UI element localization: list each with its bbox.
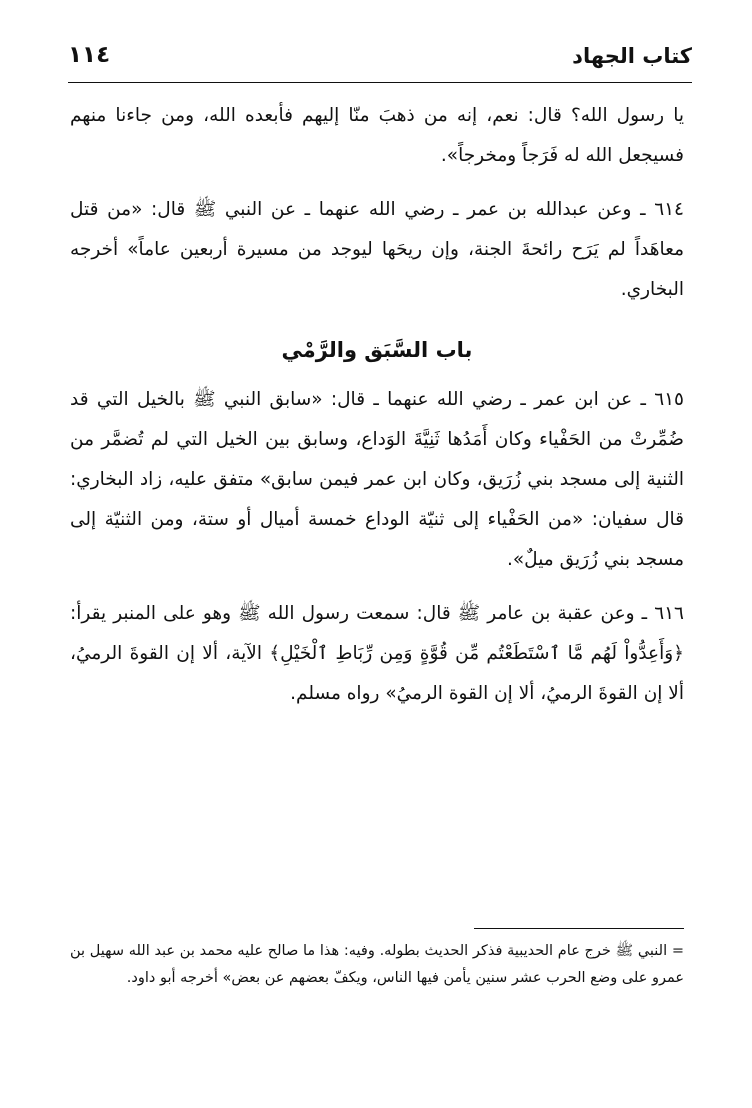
- header-rule: [68, 82, 692, 83]
- page-number: ١١٤: [68, 42, 111, 68]
- hadith-614: ٦١٤ ـ وعن عبدالله بن عمر ـ رضي الله عنهما ـ عن النبي ﷺ قال: «من قتل معاهَداً لم يَرَح رائحةَ الجنة، وإن ريحَها ليوجد من مسيرة أربعين عاماً» أخرجه البخاري.: [70, 199, 684, 300]
- paragraph-gap: [70, 176, 684, 190]
- page-header: [68, 40, 692, 74]
- chapter-heading: باب السَّبَق والرَّمْي: [281, 338, 473, 362]
- footnote: [70, 938, 684, 992]
- main-text: [70, 96, 684, 714]
- paragraph-gap: [70, 580, 684, 594]
- hadith-616: ٦١٦ ـ وعن عقبة بن عامر ﷺ قال: سمعت رسول الله ﷺ وهو على المنبر يقرأ: ﴿وَأَعِدُّواْ لَهُم مَّا ٱسْتَطَعْتُم مِّن قُوَّةٍ وَمِن رِّبَاطِ ٱلْخَيْلِ﴾ الآية، ألا إن القوةَ الرميُ، ألا إن القوةَ الرميُ، ألا إن القوة الرميُ» رواه مسلم.: [70, 603, 684, 704]
- hadith-615: ٦١٥ ـ عن ابن عمر ـ رضي الله عنهما ـ قال: «سابق النبي ﷺ بالخيل التي قد ضُمِّرتْ من الحَفْياء وكان أَمَدُها ثَنِيَّةَ الوَداع، وسابق بين الخيل التي لم تُضمَّر من الثنية إلى مسجد بني زُرَيق، وكان ابن عمر فيمن سابق» متفق عليه، زاد البخاري: قال سفيان: «من الحَفْياء إلى ثنيّة الوداع خمسة أميال أو ستة، ومن الثنيّة إلى مسجد بني زُرَيق ميلٌ».: [70, 389, 684, 570]
- paragraph-continuation: يا رسول الله؟ قال: نعم، إنه من ذهبَ منّا إليهم فأبعده الله، ومن جاءنا منهم فسيجعل الله له فَرَجاً ومخرجاً».: [70, 105, 684, 166]
- running-title: كتاب الجهاد: [572, 44, 692, 68]
- footnote-text: = النبي ﷺ خرج عام الحديبية فذكر الحديث بطوله. وفيه: هذا ما صالح عليه محمد بن عبد الله سهيل بن عمرو على وضع الحرب عشر سنين يأمن فيها الناس، ويكفّ بعضهم عن بعض» أخرجه أبو داود.: [70, 943, 684, 986]
- footnote-rule: [474, 928, 684, 929]
